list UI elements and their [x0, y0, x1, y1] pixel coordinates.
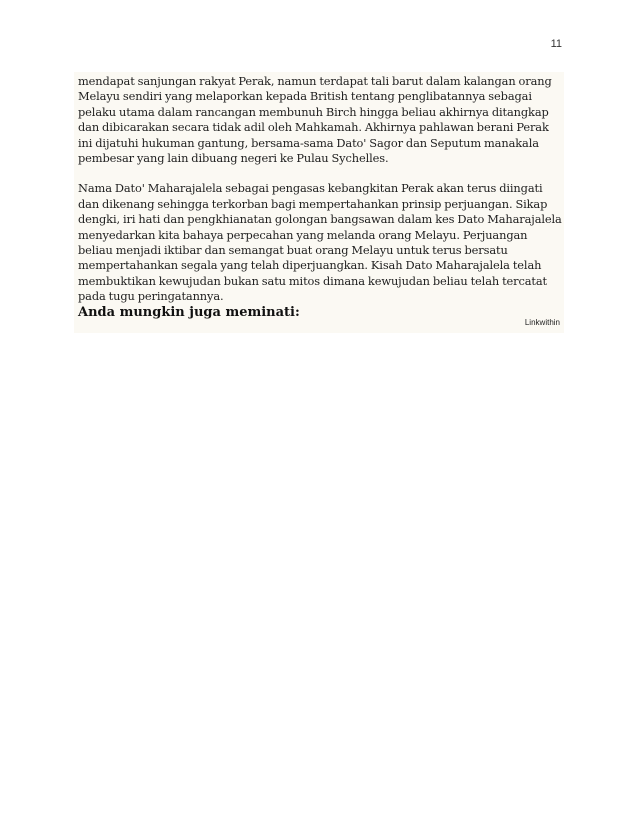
article-paragraph: mendapat sanjungan rakyat Perak, namun terdapat tali barut dalam kalangan orang Melayu sendiri yang melaporkan kepada British tentang penglibatannya sebagai pelaku utama dalam rancangan membunuh Birch hingga beliau akhirnya ditangkap dan dibicarakan secara tidak adil oleh Mahkamah. Akhirnya pahlawan berani Perak ini dijatuhi hukuman gantung, bersama-sama Dato' Sagor dan Seputum manakala pembesar yang lain dibuang negeri ke Pulau Sychelles. — [78, 74, 552, 166]
related-posts-heading: Anda mungkin juga meminati: — [78, 304, 300, 320]
article-paragraph: Nama Dato' Maharajalela sebagai pengasas kebangkitan Perak akan terus diingati dan dikenang sehingga terkorban bagi mempertahankan prinsip perjuangan. Sikap dengki, iri hati dan pengkhianatan golongan bangsawan dalam kes Dato Maharajalela menyedarkan kita bahaya perpecahan yang melanda orang Melayu. Perjuangan beliau menjadi iktibar dan semangat buat orang Melayu untuk terus bersatu mempertahankan segala yang telah diperjuangkan. Kisah Dato Maharajalela telah membuktikan kewujudan bukan satu mitos dimana kewujudan beliau telah tercatat pada tugu peringatannya. — [78, 181, 562, 304]
page-number: 11 — [550, 38, 562, 50]
linkwithin-link[interactable]: Linkwithin — [524, 317, 560, 327]
article-body — [74, 72, 564, 333]
